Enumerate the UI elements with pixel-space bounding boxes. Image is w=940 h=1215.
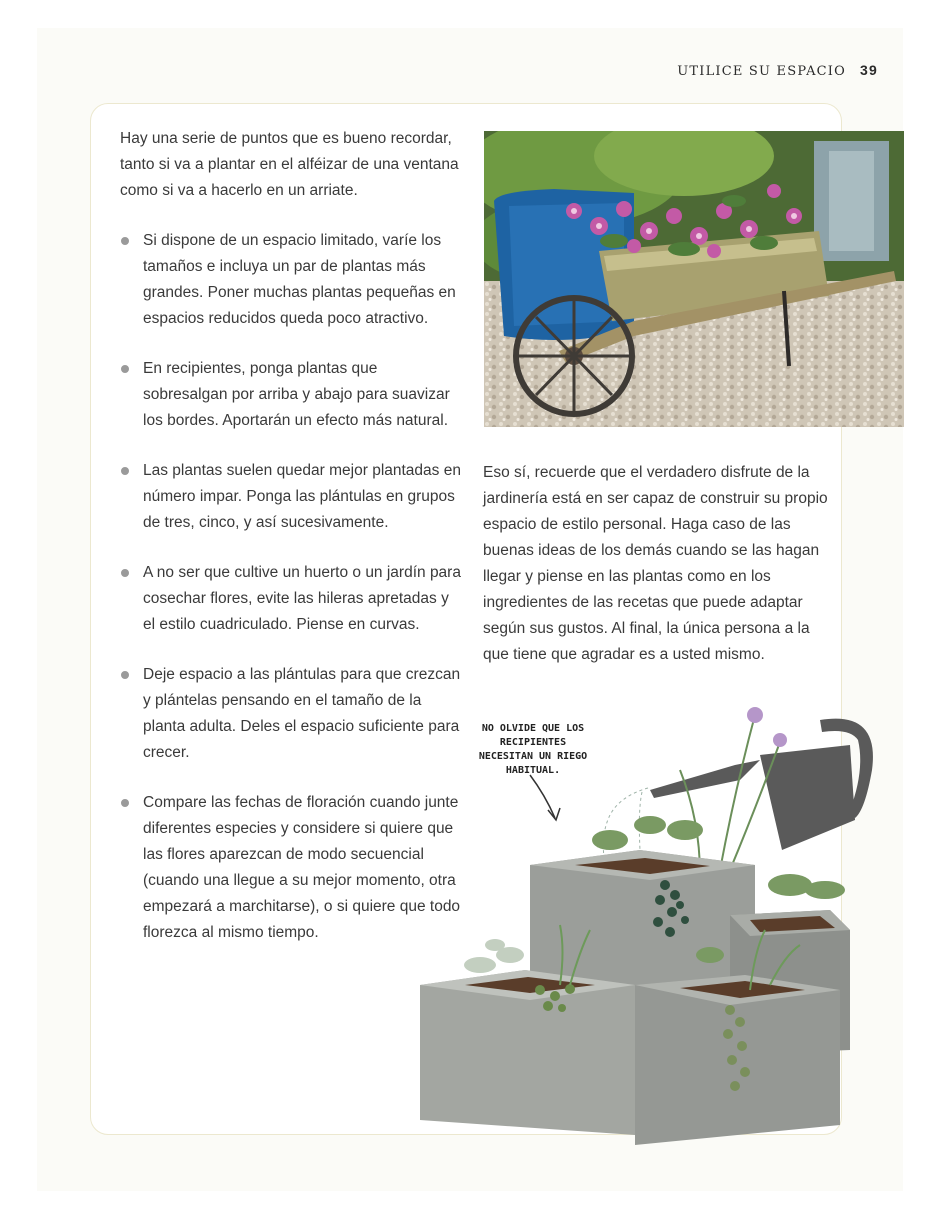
wheelbarrow-photo: [484, 131, 904, 427]
bullet-dot: [121, 237, 129, 245]
list-item-text: Si dispone de un espacio limitado, varíe los tamaños e incluya un par de plantas más grandes. Poner muchas plantas pequeñas en espacios reducidos queda poco atractivo.: [143, 232, 456, 327]
closing-paragraph: Eso sí, recuerde que el verdadero disfrute de la jardinería está en ser capaz de construir su propio espacio de estilo personal. Haga caso de las buenas ideas de los demás cuando se las hagan llegar y piense en las plantas como en los ingredientes de las recetas que puede adaptar según sus gustos. Al final, la única persona a la que tiene que agradar es a usted mismo.: [483, 464, 828, 663]
list-item-text: A no ser que cultive un huerto o un jardín para cosechar flores, evite las hileras apretadas y el estilo cuadriculado. Piense en curvas.: [143, 564, 461, 633]
intro-paragraph: Hay una serie de puntos que es bueno recordar, tanto si va a plantar en el alféizar de una ventana como si va a hacerlo en un arriate.: [120, 130, 459, 199]
list-item-text: En recipientes, ponga plantas que sobresalgan por arriba y abajo para suavizar los bordes. Aportarán un efecto más natural.: [143, 360, 450, 429]
bullet-dot: [121, 569, 129, 577]
section-title: UTILICE SU ESPACIO: [677, 64, 847, 79]
illustration-caption: NO OLVIDE QUE LOS RECIPIENTES NECESITAN UN RIEGO HABITUAL.: [478, 723, 588, 776]
bullet-dot: [121, 671, 129, 679]
list-item-text: Deje espacio a las plántulas para que crezcan y plántelas pensando en el tamaño de la planta adulta. Deles el espacio suficiente para crecer.: [143, 666, 461, 761]
bullet-dot: [121, 365, 129, 373]
running-header: [677, 62, 878, 79]
list-item: [120, 560, 465, 638]
list-item-text: Compare las fechas de floración cuando junte diferentes especies y considere si quiere que las flores aparezcan de modo secuencial (cuando una llegue a su mejor momento, otra empezará a marchitarse), o si quiere que todo florezca al mismo tiempo.: [143, 794, 461, 941]
list-item: [120, 458, 465, 536]
list-item: [120, 228, 465, 332]
list-item: [120, 356, 465, 434]
bullet-dot: [121, 799, 129, 807]
bullet-dot: [121, 467, 129, 475]
page-number: 39: [860, 62, 878, 78]
cinder-block-planter-illustration: [410, 700, 900, 1160]
list-item-text: Las plantas suelen quedar mejor plantadas en número impar. Ponga las plántulas en grupos de tres, cinco, y así sucesivamente.: [143, 462, 461, 531]
